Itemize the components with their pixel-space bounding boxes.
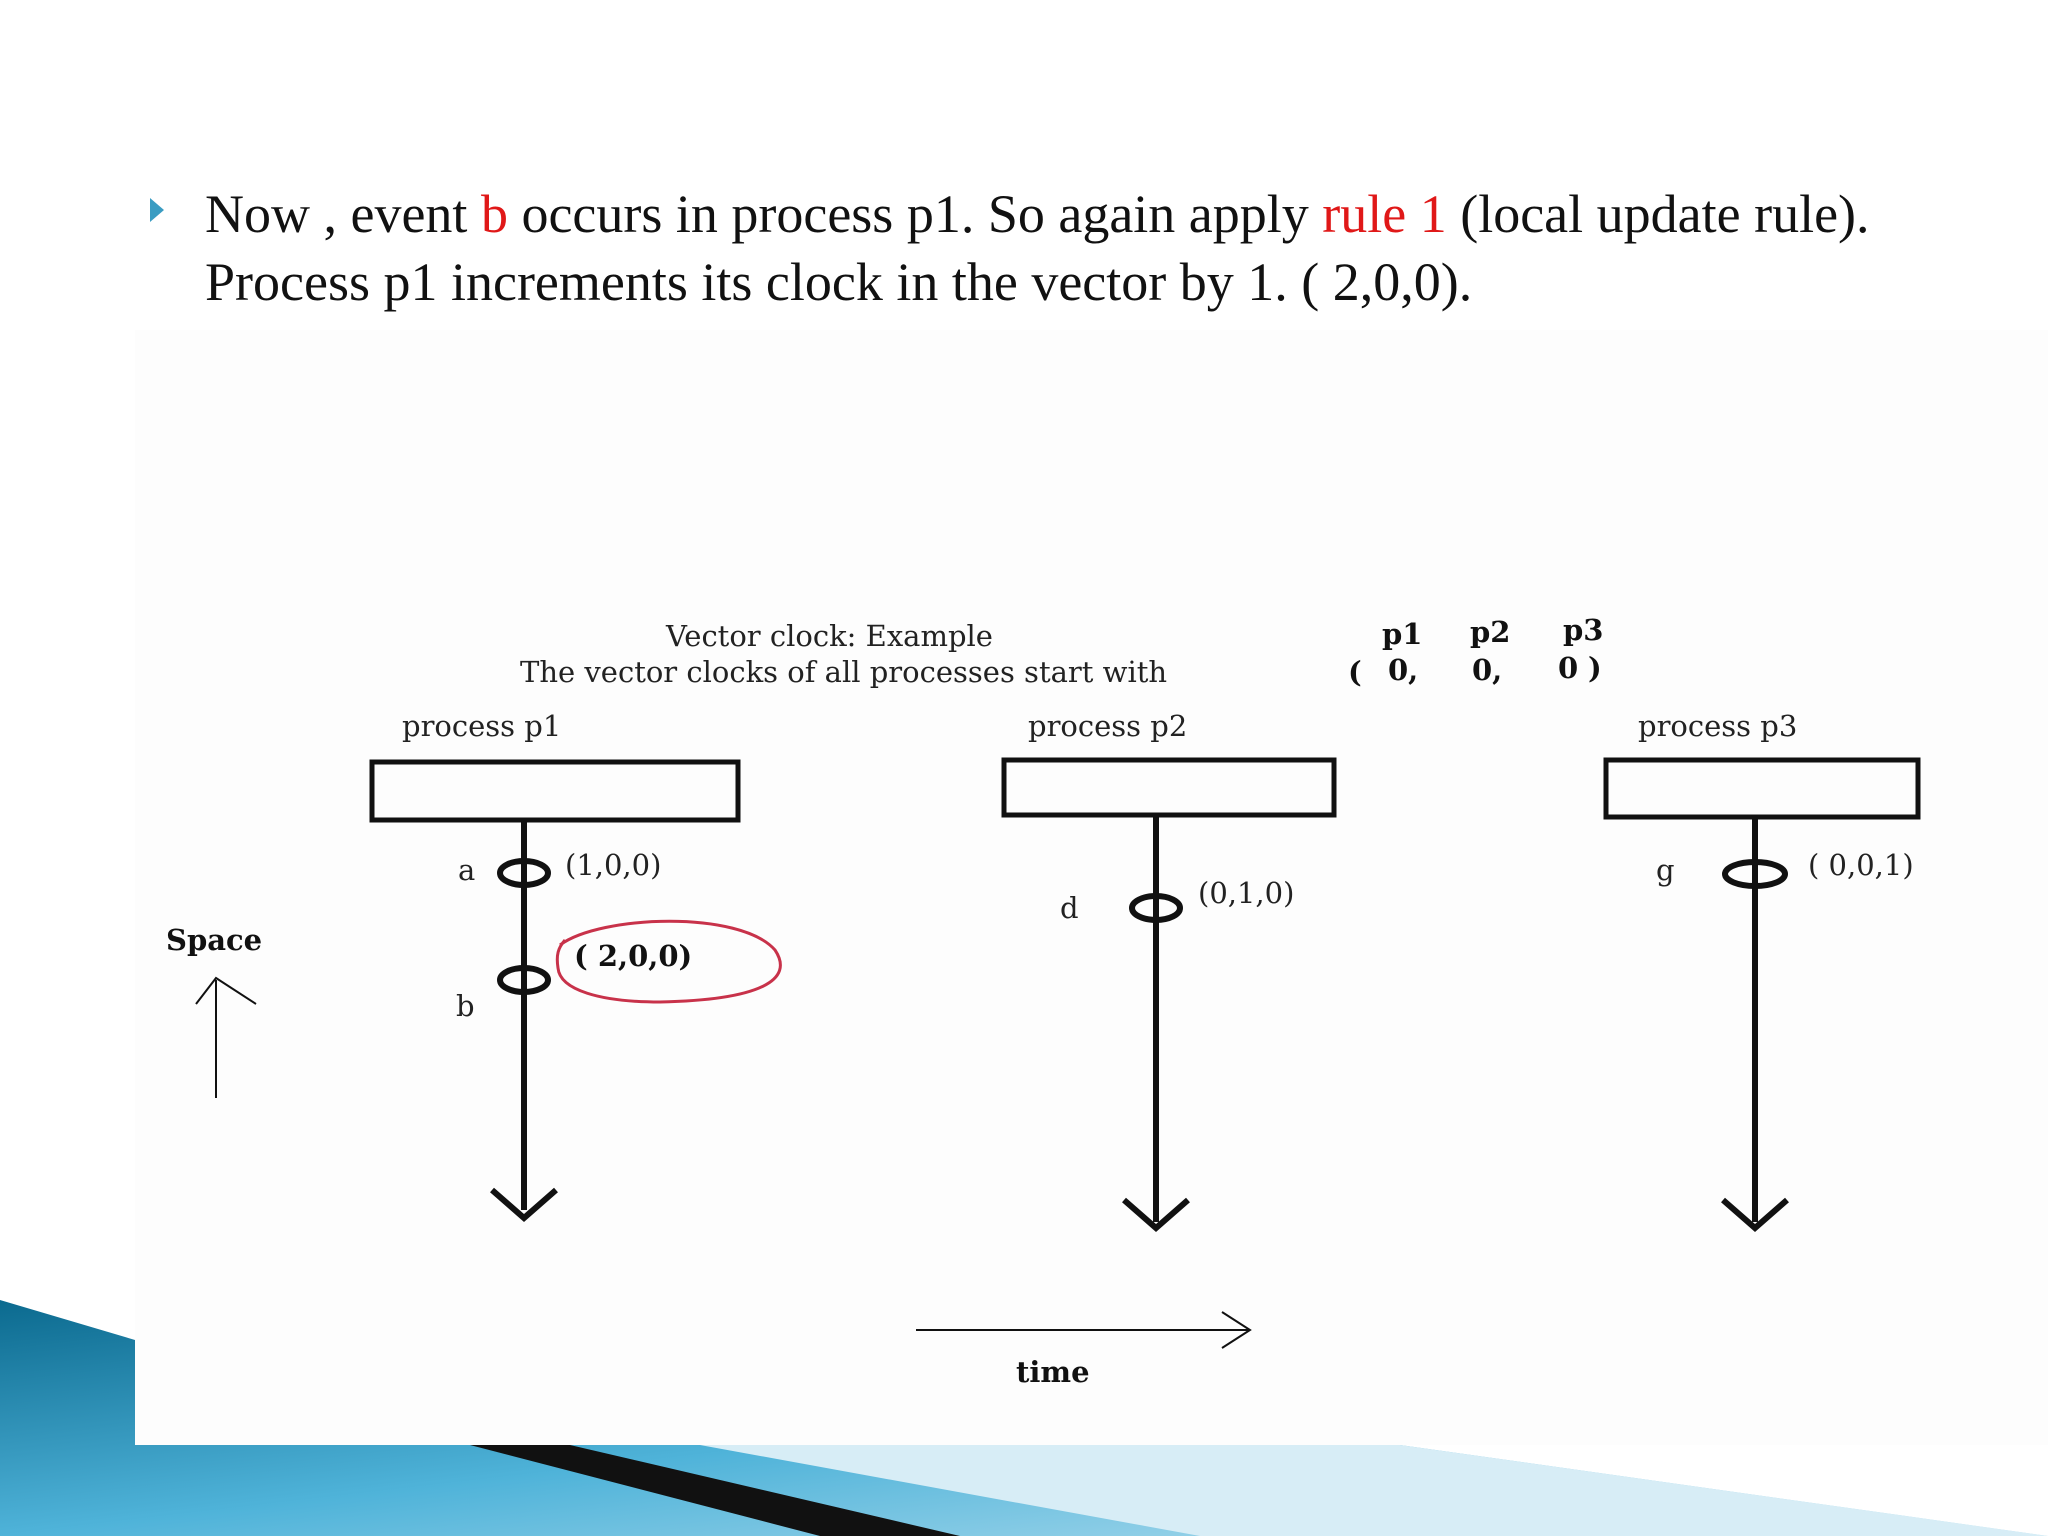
text-seg: occurs in process p1. So again apply: [507, 184, 1323, 244]
init-close-paren: ): [1588, 651, 1602, 685]
event-label-a: a: [458, 853, 476, 887]
init-value-p2: 0,: [1472, 653, 1503, 687]
process-label-p1: process p1: [402, 709, 562, 743]
event-label-b: b: [456, 989, 475, 1023]
process-label-p2: process p2: [1028, 709, 1188, 743]
text-seg: Now , event: [205, 184, 481, 244]
header-p2: p2: [1470, 615, 1511, 649]
rule-1-highlight: rule 1: [1322, 184, 1447, 244]
space-arrowhead: [196, 978, 256, 1004]
event-clock-a: (1,0,0): [565, 848, 662, 882]
init-value-p3: 0: [1558, 651, 1579, 685]
init-open-paren: (: [1348, 655, 1362, 689]
process-label-p3: process p3: [1638, 709, 1798, 743]
event-clock-b: ( 2,0,0): [574, 939, 693, 973]
diagram-title: Vector clock: Example: [666, 619, 993, 653]
process-box-p1: [372, 762, 738, 820]
process-box-p2: [1004, 760, 1334, 815]
event-label-g: g: [1656, 853, 1675, 887]
text-seg: (local update rule). Process p1 increments its clock in the vector by 1. ( 2,0,0).: [205, 184, 1870, 312]
event-clock-d: (0,1,0): [1198, 876, 1295, 910]
diagram-subtitle: The vector clocks of all processes start with: [520, 655, 1168, 689]
process-box-p3: [1606, 760, 1918, 817]
space-label: Space: [166, 923, 263, 957]
event-b-highlight: b: [480, 184, 508, 244]
event-clock-g: ( 0,0,1): [1808, 848, 1914, 882]
header-p1: p1: [1382, 617, 1423, 651]
header-p3: p3: [1563, 613, 1604, 647]
init-value-p1: 0,: [1388, 653, 1419, 687]
event-label-d: d: [1060, 891, 1079, 925]
time-label: time: [1016, 1355, 1090, 1389]
